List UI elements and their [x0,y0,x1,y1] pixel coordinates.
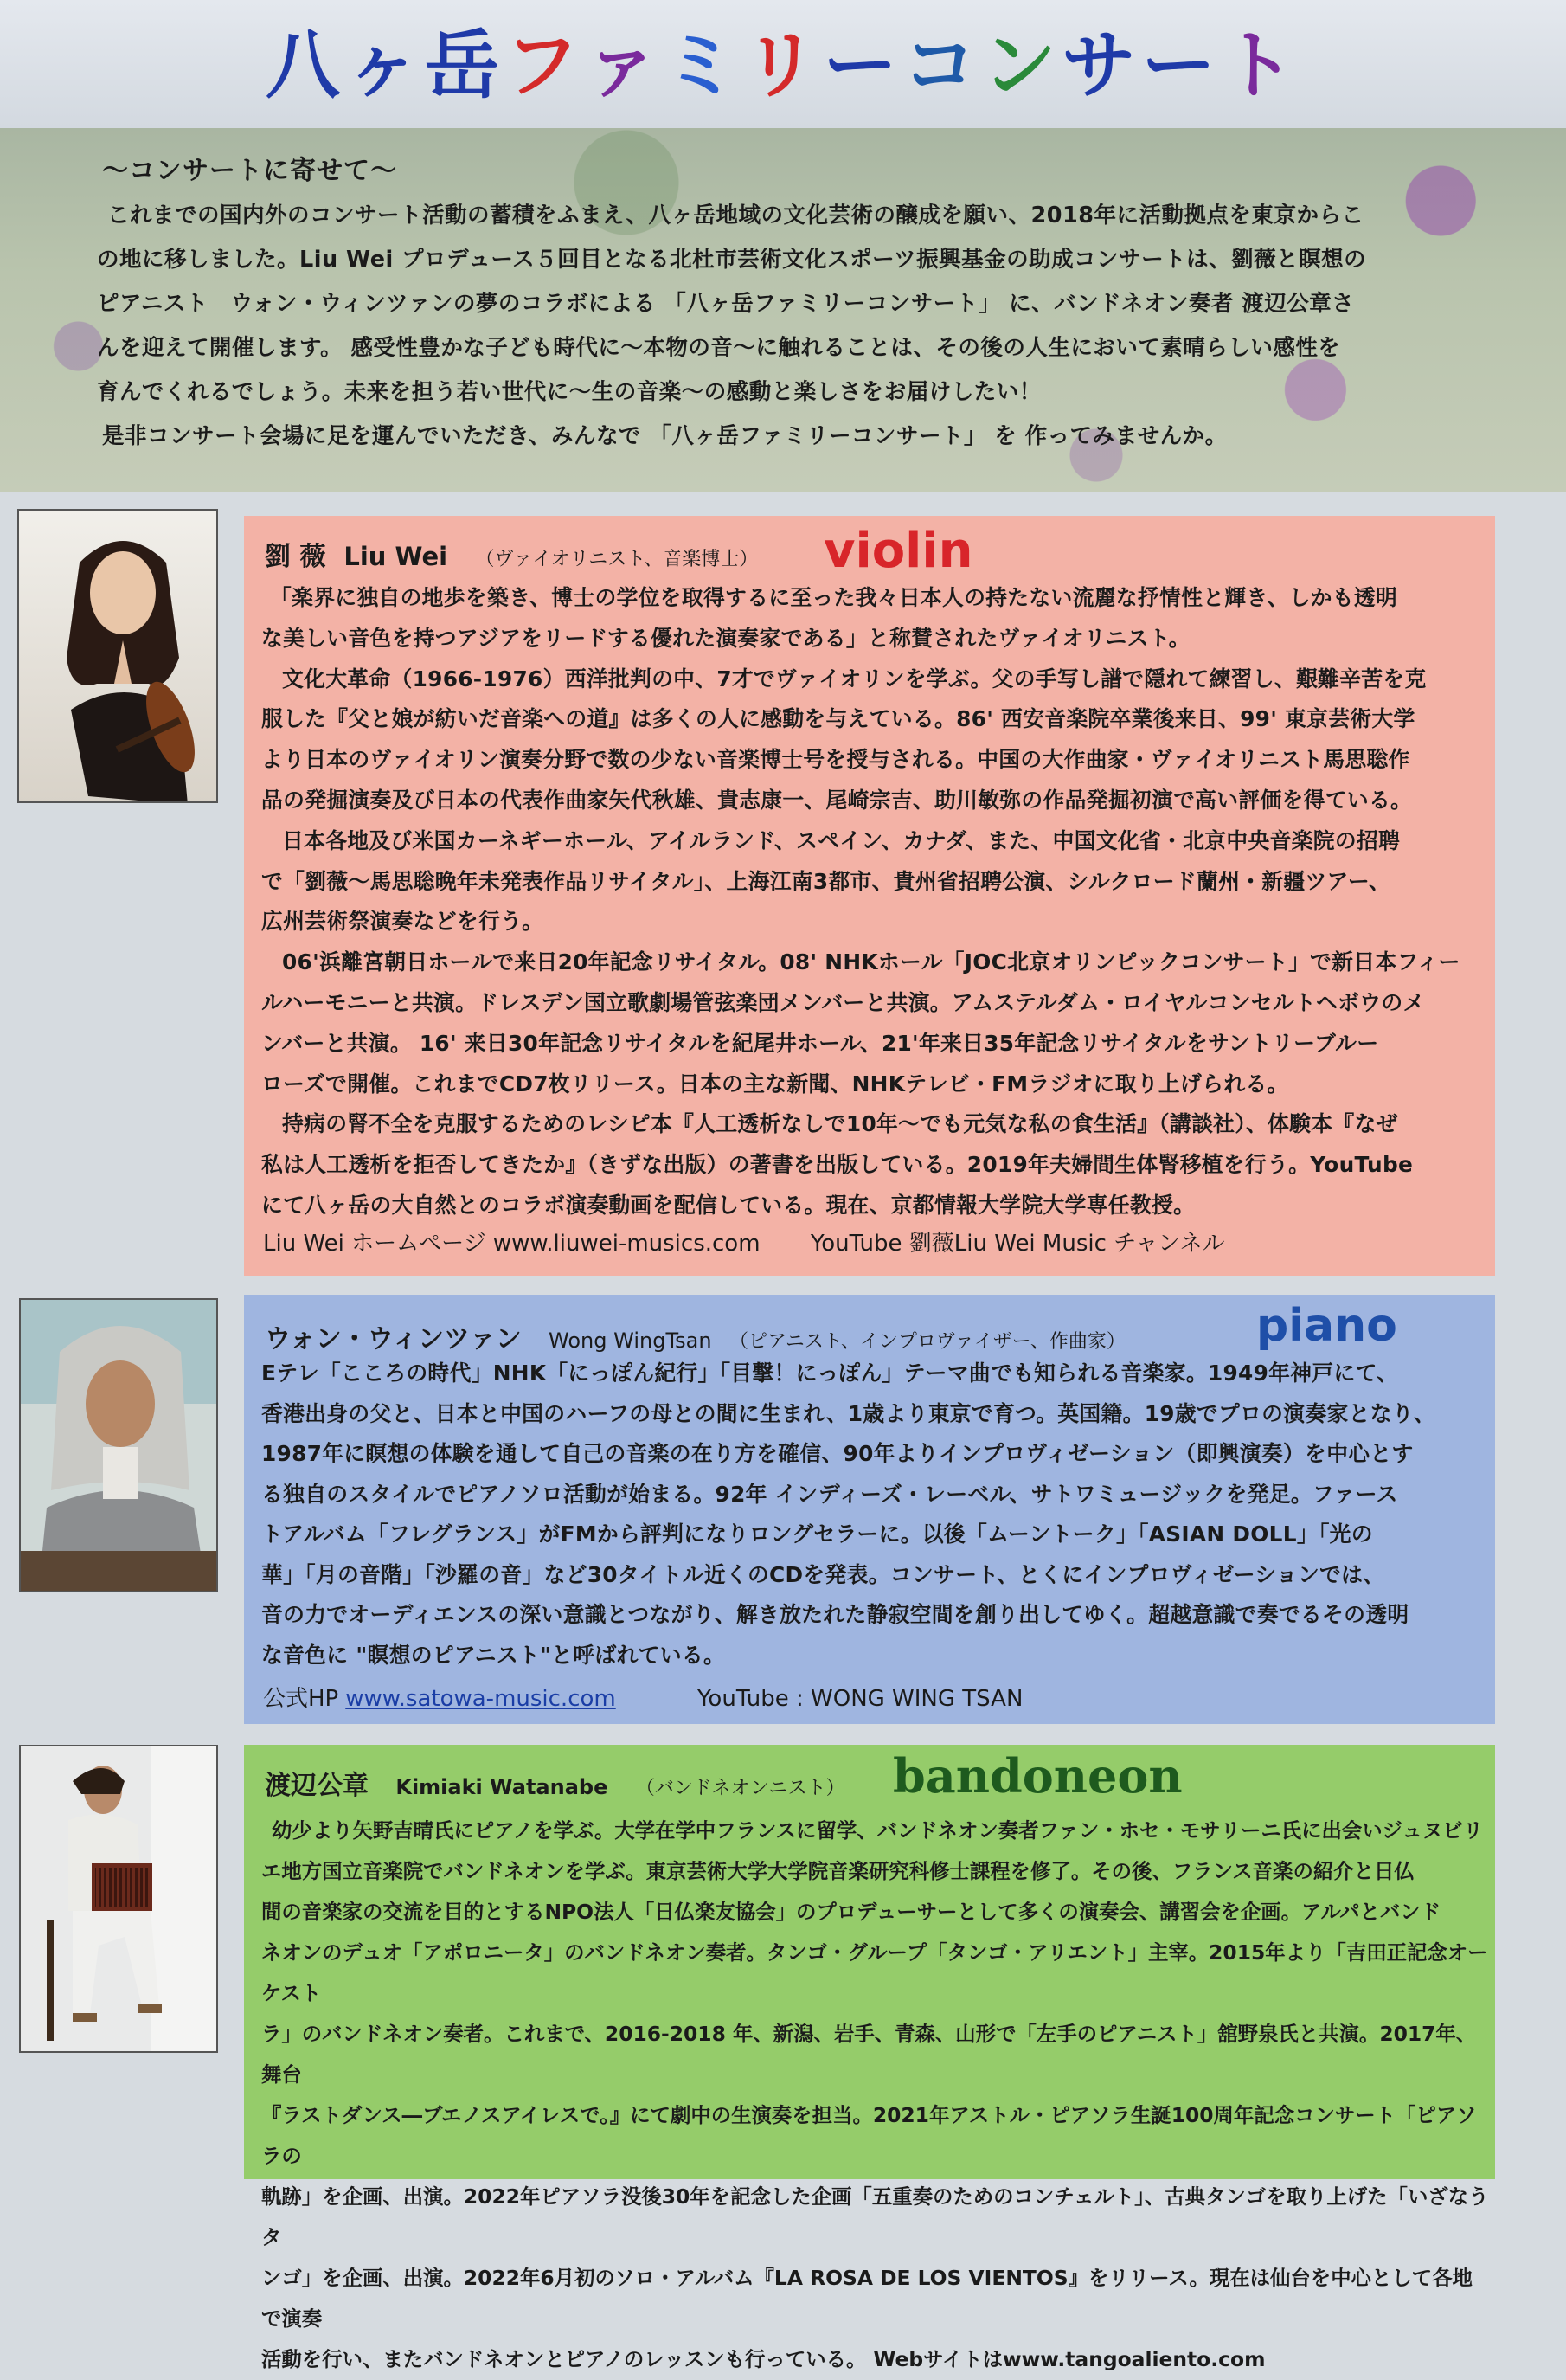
artist-card-wong-wingtsan [244,1295,1495,1724]
artist-name-latin: Wong WingTsan [549,1328,712,1353]
bio-line: で「劉薇〜馬思聡晩年未発表作品リサイタル」、上海江南3都市、貴州省招聘公演、シルクロード蘭州・新疆ツアー、 [261,868,1391,894]
title-bar [0,0,1566,128]
bio-line: Eテレ「こころの時代」NHK「にっぽん紀行」「目撃！にっぽん」テーマ曲でも知られる音楽家。1949年神戸にて、 [261,1360,1399,1386]
pianist-portrait-icon [21,1300,218,1592]
artist-name-latin: Liu Wei [343,542,448,571]
intro-line: の地に移しました。Liu Wei プロデュース５回目となる北杜市芸術文化スポーツ振興基金の助成コンサートは、劉薇と瞑想の [97,247,1367,273]
artist-name-jp: 劉 薇 [265,542,326,572]
bio-line: ローズで開催。これまでCD7枚リリース。日本の主な新聞、NHKテレビ・FMラジオに取り上げられる。 [261,1071,1289,1097]
page-title [0,0,1566,109]
title-char: 八 [266,23,345,109]
title-char: ー [823,23,902,109]
title-char: リ [743,23,823,109]
bio-line: にて八ヶ岳の大自然とのコラボ演奏動画を配信している。現在、京都情報大学院大学専任教授。 [261,1192,1196,1218]
artist-role: （ピアニスト、インプロヴァイザー、作曲家） [729,1331,1126,1353]
intro-line: 育んでくれるでしょう。未来を担う若い世代に〜生の音楽〜の感動と楽しさをお届けしたい！ [97,379,1042,405]
title-char: ァ [584,23,664,109]
instrument-label-piano: piano [1256,1300,1397,1352]
bio-line: 広州芸術祭演奏などを行う。 [261,909,544,935]
intro-line: これまでの国内外のコンサート活動の蓄積をふまえ、八ヶ岳地域の文化芸術の醸成を願い、2018年に活動拠点を東京からこ [107,203,1364,228]
bio-line: 1987年に瞑想の体験を通して自己の音楽の在り方を確信、90年よりインプロヴィゼーション（即興演奏）を中心とす [261,1441,1414,1466]
artist-bio [261,1811,1490,2380]
title-char: ミ [664,23,743,109]
bio-line: 06'浜離宮朝日ホールで来日20年記念リサイタル。08' NHKホール「JOC北京オリンピックコンサート」で新日本フィー [282,949,1460,975]
title-char: ヶ [345,23,425,109]
official-hp-label: 公式HP [263,1686,339,1712]
bio-line: 華」「月の音階」「沙羅の音」など30タイトル近くのCDを発表。コンサート、とくにインプロヴィゼーションでは、 [261,1561,1385,1587]
intro-text [97,194,1481,459]
title-char: コ [902,23,982,109]
bio-line: 品の発掘演奏及び日本の代表作曲家矢代秋雄、貴志康一、尾崎宗吉、助川敏弥の作品発掘初演で高い評価を得ている。 [261,787,1413,813]
bio-line: ンゴ」を企画、出演。2022年6月初のソロ・アルバム『LA ROSA DE LOS VIENTOS』をリリース。現在は仙台を中心として各地で演奏 [261,2266,1473,2331]
artist-card-kimiaki-watanabe [244,1745,1495,2371]
youtube-link[interactable]: YouTube 劉薇Liu Wei Music チャンネル [810,1231,1225,1257]
artist-name-jp: 渡辺公章 [265,1771,369,1801]
artist-name [265,535,758,573]
bio-line: ネオンのデュオ「アポロニータ」のバンドネオン奏者。タンゴ・グループ「タンゴ・アリエント」主宰。2015年より「吉田正記念オーケスト [261,1940,1488,2005]
artist-links [263,1225,1268,1258]
bio-line: な美しい音色を持つアジアをリードする優れた演奏家である」と称賛されたヴァイオリニスト。 [261,625,1191,651]
artist-name [265,1317,1126,1355]
bio-line: ルハーモニーと共演。ドレスデン国立歌劇場管弦楽団メンバーと共演。アムステルダム・ロイヤルコンセルトヘボウのメ [261,989,1425,1015]
bio-line: 「楽界に独自の地歩を築き、博士の学位を取得するに至った我々日本人の持たない流麗な抒情性と輝き、しかも透明 [270,585,1398,610]
bio-line: 活動を行い、またバンドネオンとピアノのレッスンも行っている。 Webサイトはwww.tangoaliento.com [261,2347,1266,2371]
youtube-link[interactable]: YouTube : WONG WING TSAN [697,1686,1024,1712]
intro-line: ピアニスト ウォン・ウィンツァンの夢のコラボによる 「八ヶ岳ファミリーコンサート」 に、バンドネオン奏者 渡辺公章さ [97,291,1355,317]
artist-bio [261,578,1490,1226]
bio-line: な音色に "瞑想のピアニスト"と呼ばれている。 [261,1642,726,1668]
artist-card-liu-wei [244,516,1495,1276]
bio-line: 持病の腎不全を克服するためのレシピ本『人工透析なしで10年〜でも元気な私の食生活』（講談社）、体験本『なぜ [282,1111,1398,1137]
bio-line: 文化大革命（1966-1976）西洋批判の中、7才でヴァイオリンを学ぶ。父の手写し譜で隠れて練習し、艱難辛苦を克 [282,666,1427,691]
instrument-label-bandoneon: bandoneon [893,1748,1183,1804]
bandoneonist-portrait-icon [21,1746,218,2053]
artist-role: （ヴァイオリニスト、音楽博士） [475,549,759,570]
official-hp-link[interactable]: www.satowa-music.com [345,1686,616,1712]
bio-line: 間の音楽家の交流を目的とするNPO法人「日仏楽友協会」のプロデューサーとして多くの演奏会、講習会を企画。アルパとバンド [261,1900,1441,1924]
artist-name-latin: Kimiaki Watanabe [395,1775,608,1799]
homepage-link[interactable]: Liu Wei ホームページ www.liuwei-musics.com [263,1231,761,1257]
bio-line: トアルバム「フレグランス」がFMから評判になりロングセラーに。以後「ムーントーク」「ASIAN DOLL」「光の [261,1521,1373,1547]
artist-photo-wong-wingtsan [19,1298,218,1592]
violinist-portrait-icon [19,511,218,803]
bio-line: ンバーと共演。 16' 来日30年記念リサイタルを紀尾井ホール、21'年来日35年記念リサイタルをサントリーブルー [261,1030,1379,1056]
artist-bio [261,1354,1490,1676]
bio-line: エ地方国立音楽院でバンドネオンを学ぶ。東京芸術大学大学院音楽研究科修士課程を修了。その後、フランス音楽の紹介と日仏 [261,1859,1415,1883]
title-char: 岳 [425,23,504,109]
bio-line: 幼少より矢野吉晴氏にピアノを学ぶ。大学在学中フランスに留学、バンドネオン奏者ファン・ホセ・モサリーニ氏に出会いジュヌビリ [272,1818,1484,1843]
artist-name [265,1764,845,1802]
title-char: ン [982,23,1062,109]
artist-photo-kimiaki-watanabe [19,1745,218,2053]
bio-line: 日本各地及び米国カーネギーホール、アイルランド、スペイン、カナダ、また、中国文化省・北京中央音楽院の招聘 [282,827,1401,853]
instrument-label-violin: violin [824,523,973,579]
intro-section [0,128,1566,492]
bio-line: ラ」のバンドネオン奏者。これまで、2016-2018 年、新潟、岩手、青森、山形で「左手のピアニスト」舘野泉氏と共演。2017年、舞台 [261,2022,1477,2087]
bio-line: 音の力でオーディエンスの深い意識とつながり、解き放たれた静寂空間を創り出してゆく。超越意識で奏でるその透明 [261,1602,1409,1627]
title-char: ー [1141,23,1221,109]
intro-line: んを迎えて開催します。 感受性豊かな子ども時代に〜本物の音〜に触れることは、その後の人生において素晴らしい感性を [97,335,1341,361]
title-char: ト [1221,23,1300,109]
bio-line: 軌跡」を企画、出演。2022年ピアソラ没後30年を記念した企画「五重奏のためのコンチェルト」、古典タンゴを取り上げた「いざなうタ [261,2184,1489,2249]
bio-line: 『ラストダンス―ブエノスアイレスで。』にて劇中の生演奏を担当。2021年アストル・ピアソラ生誕100周年記念コンサート「ピアソラの [261,2103,1477,2168]
artist-links [263,1681,1066,1713]
bio-line: る独自のスタイルでピアノソロ活動が始まる。92年 インディーズ・レーベル、サトワミュージックを発足。ファース [261,1481,1398,1507]
bio-line: 服した『父と娘が紡いだ音楽への道』は多くの人に感動を与えている。86' 西安音楽院卒業後来日、99' 東京芸術大学 [261,706,1415,732]
artist-photo-liu-wei [17,509,218,803]
title-char: フ [504,23,584,109]
bio-line: 香港出身の父と、日本と中国のハーフの母との間に生まれ、1歳より東京で育つ。英国籍。19歳でプロの演奏家となり、 [261,1400,1435,1426]
bio-line: 私は人工透析を拒否してきたか』（きずな出版）の著書を出版している。2019年夫婦間生体腎移植を行う。YouTube [261,1152,1414,1178]
intro-line: 是非コンサート会場に足を運んでいただき、みんなで 「八ヶ岳ファミリーコンサート」 を 作ってみませんか。 [102,423,1228,449]
artist-name-jp: ウォン・ウィンツァン [265,1324,522,1354]
title-char: サ [1062,23,1141,109]
intro-heading: 〜コンサートに寄せて〜 [102,156,397,186]
bio-line: より日本のヴァイオリン演奏分野で数の少ない音楽博士号を授与される。中国の大作曲家・ヴァイオリニスト馬思聡作 [261,747,1410,773]
artist-role: （バンドネオンニスト） [635,1778,845,1799]
